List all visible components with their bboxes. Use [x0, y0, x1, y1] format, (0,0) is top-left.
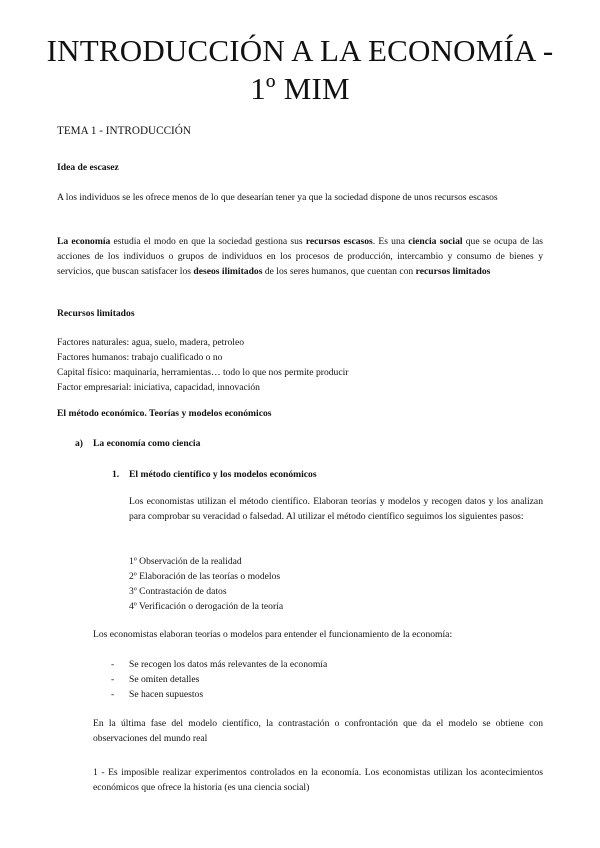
list-modelos: [129, 657, 327, 702]
text-span: de los seres humanos, que cuentan con: [262, 266, 416, 277]
list-item: 1º Observación de la realidad: [129, 556, 242, 567]
list-item: Se recogen los datos más relevantes de la economía: [129, 659, 328, 670]
list-item: Capital físico: maquinaria, herramientas… todo lo que nos permite producir: [57, 367, 349, 378]
subheading-1-marker: 1.: [112, 469, 120, 480]
dash-marker: -: [111, 689, 115, 700]
text-span: estudia el modo en que la sociedad gestiona sus: [110, 236, 306, 247]
list-item: Factor empresarial: iniciativa, capacidad, innovación: [57, 382, 260, 393]
heading-metodo: El método económico. Teorías y modelos económicos: [57, 408, 272, 419]
subheading-a-marker: a): [75, 438, 83, 449]
section-tema: TEMA 1 - INTRODUCCIÓN: [57, 125, 191, 137]
paragraph-escasez: A los individuos se les ofrece menos de lo que desearían tener ya que la sociedad dispone de unos recursos escasos: [57, 192, 498, 203]
heading-recursos: Recursos limitados: [57, 308, 135, 319]
list-item: Se omiten detalles: [129, 674, 200, 685]
text-span: que se ocupa de las acciones de los individuos o grupos de individuos en los procesos de producción, intercambio y consumo de bienes y servicios, que buscan satisfacer los: [57, 236, 543, 277]
subheading-a: La economía como ciencia: [93, 438, 201, 449]
list-item: 3º Contrastación de datos: [129, 586, 227, 597]
list-dash-markers: [111, 657, 114, 702]
paragraph-nota: 1 - Es imposible realizar experimentos controlados en la economía. Los economistas utilizan los acontecimientos económicos que ofrece la historia (es una ciencia social): [93, 767, 543, 793]
paragraph-fase: En la última fase del modelo científico, la contrastación o confrontación que da el modelo se obtiene con observaciones del mundo real: [93, 718, 543, 744]
term-deseos-ilimitados: deseos ilimitados: [193, 266, 263, 277]
paragraph-economia: [57, 234, 543, 279]
text-span: . Es una: [372, 236, 409, 247]
list-item: 4º Verificación o derogación de la teoría: [129, 601, 284, 612]
title-line-1: INTRODUCCIÓN A LA ECONOMÍA -: [46, 33, 554, 68]
title-line-2: 1º MIM: [250, 71, 350, 106]
term-recursos-escasos: recursos escasos: [305, 236, 373, 247]
list-item: 2º Elaboración de las teorías o modelos: [129, 571, 281, 582]
paragraph-modelos: Los economistas elaboran teorías o modelos para entender el funcionamiento de la economía:: [93, 629, 453, 640]
list-item: Factores naturales: agua, suelo, madera, petroleo: [57, 337, 245, 348]
term-economia: La economía: [57, 236, 111, 247]
list-item: Factores humanos: trabajo cualificado o no: [57, 352, 223, 363]
list-pasos: [129, 554, 283, 614]
dash-marker: -: [111, 674, 115, 685]
heading-escasez: Idea de escasez: [57, 162, 119, 173]
term-recursos-limitados: recursos limitados: [415, 266, 491, 277]
term-ciencia-social: ciencia social: [408, 236, 463, 247]
page-title: [40, 32, 560, 108]
dash-marker: -: [111, 659, 115, 670]
list-item: Se hacen supuestos: [129, 689, 204, 700]
subheading-1: El método científico y los modelos económicos: [129, 469, 317, 480]
list-recursos: [57, 335, 348, 395]
paragraph-metodo: Los economistas utilizan el método científico. Elaboran teorías y modelos y recogen datos y los analizan para comprobar su veracidad o falsedad. Al utilizar el método científico seguimos los siguientes pasos:: [129, 496, 543, 522]
